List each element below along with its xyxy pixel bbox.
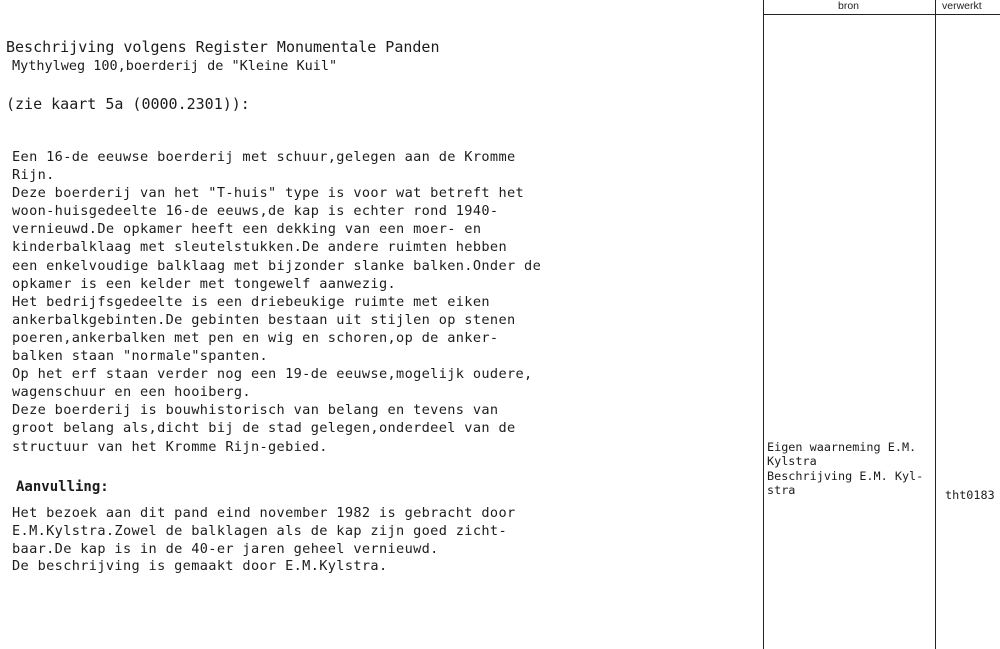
column-header-bron: bron — [838, 0, 860, 12]
aanvulling-line: De beschrijving is gemaakt door E.M.Kylstra. — [12, 558, 388, 575]
column-header-verwerkt: verwerkt — [942, 0, 982, 12]
table-left-border — [763, 0, 764, 649]
body-line: structuur van het Kromme Rijn-gebied. — [12, 438, 328, 455]
bron-line: Eigen waarneming E.M. — [767, 440, 917, 454]
body-line: Een 16-de eeuwse boerderij met schuur,gelegen aan de Kromme — [12, 149, 516, 165]
body-line: opkamer is een kelder met tongewelf aanwezig. — [12, 275, 397, 292]
bron-line: stra — [767, 482, 796, 497]
heading-line-2: (zie kaart 5a (0000.2301)): — [6, 95, 250, 113]
bron-entry — [767, 440, 923, 497]
body-line: Het bedrijfsgedeelte is een driebeukige ruimte met eiken — [12, 293, 490, 310]
aanvulling-title: Aanvulling: — [16, 479, 109, 495]
table-column-divider — [935, 0, 936, 649]
address-line: Mythylweg 100,boerderij de "Kleine Kuil" — [12, 58, 338, 74]
body-line: Rijn. — [12, 167, 55, 184]
body-line: ankerbalkgebinten.De gebinten bestaan uit stijlen op stenen — [12, 311, 516, 328]
aanvulling-body — [12, 505, 516, 576]
body-line: Deze boerderij van het "T-huis" type is voor wat betreft het — [12, 185, 525, 202]
verwerkt-code: tht0183 — [945, 488, 995, 502]
body-line: Op het erf staan verder nog een 19-de eeuwse,mogelijk oudere, — [12, 366, 533, 383]
table-header-rule — [763, 14, 1000, 15]
heading-line-1: Beschrijving volgens Register Monumentale Panden — [6, 38, 440, 56]
body-line: kinderbalklaag met sleutelstukken.De andere ruimten hebben — [12, 239, 507, 256]
body-line: woon-huisgedeelte 16-de eeuws,de kap is echter rond 1940- — [12, 203, 499, 220]
description-body — [12, 148, 541, 456]
body-line: wagenschuur en een hooiberg. — [12, 384, 251, 401]
body-line: een enkelvoudige balklaag met bijzonder slanke balken.Onder de — [12, 257, 542, 274]
body-line: groot belang als,dicht bij de stad gelegen,onderdeel van de — [12, 420, 516, 437]
body-line: Deze boerderij is bouwhistorisch van belang en tevens van — [12, 402, 499, 419]
aanvulling-line: baar.De kap is in de 40-er jaren geheel vernieuwd. — [12, 540, 439, 557]
aanvulling-line: E.M.Kylstra.Zowel de balklagen als de kap zijn goed zicht- — [12, 522, 507, 539]
bron-line: Kylstra — [767, 454, 817, 469]
body-line: poeren,ankerbalken met pen en wig en schoren,op de anker- — [12, 329, 499, 346]
aanvulling-line: Het bezoek aan dit pand eind november 1982 is gebracht door — [12, 505, 516, 521]
bron-line: Beschrijving E.M. Kyl- — [767, 468, 924, 483]
body-line: balken staan "normale"spanten. — [12, 348, 269, 365]
body-line: vernieuwd.De opkamer heeft een dekking van een moer- en — [12, 221, 482, 238]
